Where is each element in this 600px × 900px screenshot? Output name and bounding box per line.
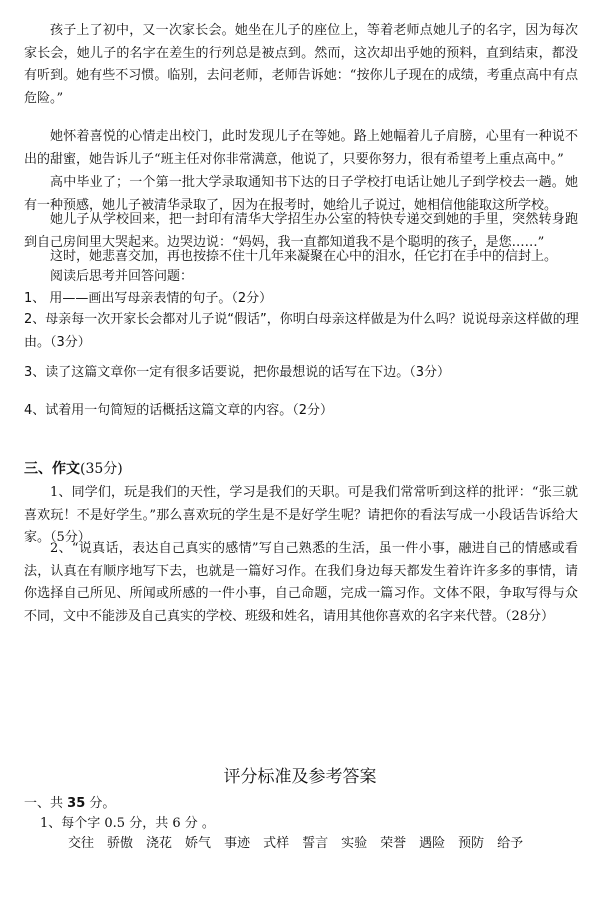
composition-item-2: 2、“说真话，表达自己真实的感情”写自己熟悉的生活，虽一件小事，融进自己的情感或看法，认真在有顺序地写下去，也就是一篇好习作。在我们身边每天都发生着许许多多的事情，请你选择自己所见、所闻或所感的一件小事，自己命题，完成一篇习作。文体不限，争取写得与众不同，文中不能涉及自己真实的学校、班级和姓名，请用其他你喜欢的名字来代替。（28分）: [24, 541, 578, 624]
composition-heading: [24, 458, 123, 478]
answer-item-1: 1、每个字 0.5 分，共 6 分 。: [40, 816, 215, 831]
answer-part-1: [24, 792, 115, 811]
answer-part-1-prefix: 一、共: [24, 796, 64, 811]
passage-paragraph-1: 孩子上了初中，又一次家长会。她坐在儿子的座位上，等着老师点她儿子的名字，因为每次家长会，她儿子的名字在差生的行列总是被点到。然而，这次却出乎她的预料，直到结束，都没有听到。她有些不习惯。临别，去问老师，老师告诉她：“按你儿子现在的成绩，考重点高中有点危险。”: [24, 23, 578, 106]
answer-word: 式样: [263, 836, 290, 851]
answer-word: 实验: [341, 836, 368, 851]
question-3: 3、读了这篇文章你一定有很多话要说，把你最想说的话写在下边。（3分）: [24, 365, 451, 380]
passage-paragraph-3: 高中毕业了；一个第一批大学录取通知书下达的日子学校打电话让她儿子到学校去一趟。她有一种预感，她儿子被清华录取了，因为在报考时，她给儿子说过，她相信他能取这所学校。: [24, 175, 578, 213]
answer-word: 给予: [497, 836, 524, 851]
passage-paragraph-5: 这时，她悲喜交加，再也按捺不住十几年来凝聚在心中的泪水，任它打在手中的信封上。: [50, 249, 558, 264]
passage-instruction: 阅读后思考并回答问题：: [50, 269, 194, 284]
answer-word: 预防: [458, 836, 485, 851]
answer-word: 誓言: [302, 836, 329, 851]
answer-key-title: 评分标准及参考答案: [223, 767, 377, 787]
answer-part-1-score: 35: [67, 796, 86, 811]
question-4: 4、试着用一句简短的话概括这篇文章的内容。（2分）: [24, 403, 334, 418]
composition-item-1: 1、同学们，玩是我们的天性，学习是我们的天职。可是我们常常听到这样的批评：“张三就喜欢玩！不是好学生。”那么喜欢玩的学生是不是好学生呢？请把你的看法写成一小段话告诉给大家。（5分）: [24, 485, 578, 546]
answer-word: 娇气: [185, 836, 212, 851]
question-1: 1、 用——画出写母亲表情的句子。（2分）: [24, 291, 273, 306]
composition-heading-label: 三、作文: [24, 461, 80, 477]
passage-paragraph-2: 她怀着喜悦的心情走出校门，此时发现儿子在等她。路上她幅着儿子肩膀，心里有一种说不出的甜蜜，她告诉儿子“班主任对你非常满意，他说了，只要你努力，很有希望考上重点高中。”: [24, 129, 578, 167]
answer-word: 浇花: [146, 836, 173, 851]
answer-word: 遇险: [419, 836, 446, 851]
question-2: 2、母亲每一次开家长会都对儿子说“假话”，你明白母亲这样做是为什么吗？说说母亲这样做的理由。（3分）: [24, 312, 579, 350]
composition-score: (35分): [80, 461, 123, 477]
answer-word-list: [68, 832, 536, 851]
answer-word: 事迹: [224, 836, 251, 851]
answer-word: 交往: [68, 836, 95, 851]
answer-word: 荣誉: [380, 836, 407, 851]
passage-paragraph-4: 她儿子从学校回来，把一封印有清华大学招生办公室的特快专递交到她的手里，突然转身跑到自己房间里大哭起来。边哭边说：“妈妈，我一直都知道我不是个聪明的孩子，是您……”: [24, 212, 578, 250]
answer-part-1-suffix: 分。: [89, 796, 116, 811]
answer-word: 骄傲: [107, 836, 134, 851]
